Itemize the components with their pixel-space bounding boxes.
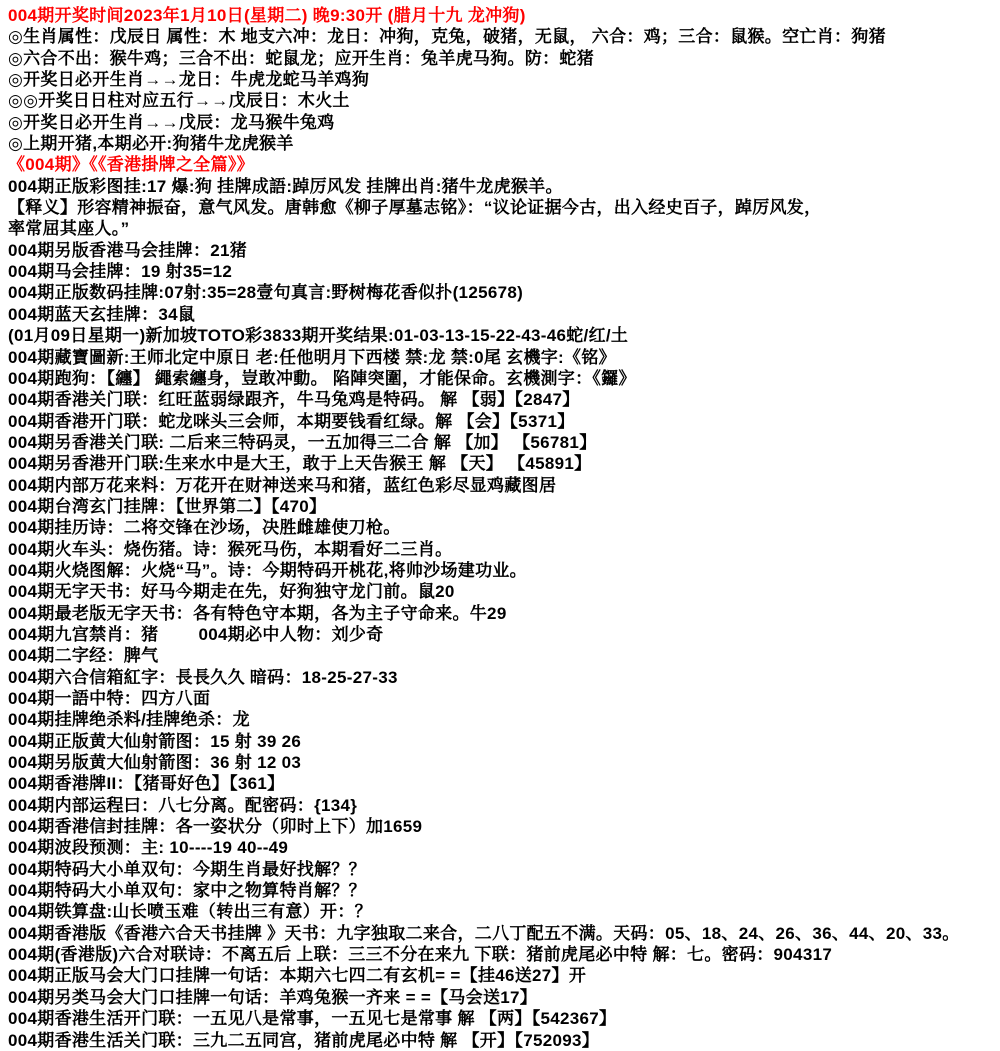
draw-time-header: 004期开奖时间2023年1月10日(星期二) 晚9:30开 (腊月十九 龙冲狗) <box>8 6 526 25</box>
lantianxuan-guapai-line: 004期蓝天玄挂牌：34鼠 <box>8 304 196 324</box>
interpretation-line-2: 率常屈其座人。” <box>8 219 130 239</box>
hk-pai2-line: 004期香港牌II：【猪哥好色】【361】 <box>8 774 285 794</box>
alt-huangdaxian-arrow-line: 004期另版黄大仙射箭图：36 射 12 03 <box>8 753 302 773</box>
hk-closing-couplet-line: 004期香港关门联：红旺蓝弱绿跟齐，牛马兔鸡是特码。 解 【弱】【2847】 <box>8 390 580 410</box>
mahui-gate-guapai-line: 004期正版马会大门口挂牌一句话：本期六七四二有玄机= =【挂46送27】开 <box>8 966 587 986</box>
hk-liuhe-tianshu-line: 004期香港版《香港六合天书挂牌 》天书：九字独取二来合，二八丁配五不满。天码：05、18、24、26、36、44、20、33。 <box>8 923 960 943</box>
hk-envelope-guapai-line: 004期香港信封挂牌：各一姿状分（卯时上下）加1659 <box>8 817 423 837</box>
wuzi-tianshu-line: 004期无字天书：好马今期走在先，好狗独守龙门前。鼠20 <box>8 582 455 602</box>
boduan-forecast-line: 004期波段预测：主: 10----19 40--49 <box>8 838 289 858</box>
paogou-line: 004期跑狗：【纏】 繩索纏身，豈敢冲動。 陷陣突圍，才能保命。玄機測字：《鑼》 <box>8 368 636 388</box>
digital-guapai-line: 004期正版数码挂牌:07射:35=28壹句真言:野树梅花香似扑(125678) <box>8 283 524 303</box>
guapai-juesha-line: 004期挂牌绝杀料/挂牌绝杀：龙 <box>8 710 250 730</box>
singapore-toto-result-line: (01月09日星期一)新加坡TOTO彩3833期开奖结果:01-03-13-15-22-43-46蛇/红/土 <box>8 326 629 346</box>
oldest-wuzi-tianshu-line: 004期最老版无字天书：各有特色守本期，各为主子守命来。牛29 <box>8 603 507 623</box>
erzijing-line: 004期二字经：脾气 <box>8 646 159 666</box>
interpretation-line-1: 【释义】形容精神振奋，意气风发。唐韩愈《柳子厚墓志铭》：“议论证据今古，出入经史百子，踔厉风发， <box>8 198 822 218</box>
alt-hk-opening-couplet-line: 004期另香港开门联:生来水中是大王，敢于上天告猴王 解 【天】 【45891】 <box>8 454 592 474</box>
liuhe-mailbox-line: 004期六合信箱紅字：長長久久 暗码：18-25-27-33 <box>8 667 398 687</box>
huoshao-tujie-line: 004期火烧图解：火烧“马”。诗：今期特码开桃花,将帅沙场建功业。 <box>8 560 527 580</box>
liuhe-not-out-line: ◎六合不出：猴牛鸡；三合不出：蛇鼠龙；应开生肖：兔羊虎马狗。防：蛇猪 <box>8 48 595 68</box>
hk-life-closing-couplet-line: 004期香港生活关门联：三九二五同宫，猪前虎尾必中特 解 【开】【752093】 <box>8 1030 600 1050</box>
alt-hk-jockey-guapai-line: 004期另版香港马会挂牌：21猪 <box>8 240 248 260</box>
huochetou-line: 004期火车头：烧伤猪。诗：猴死马伤，本期看好二三肖。 <box>8 539 453 559</box>
huangdaxian-arrow-line: 004期正版黄大仙射箭图：15 射 39 26 <box>8 731 302 751</box>
must-open-zodiac-wuchen-line: ◎开奖日必开生肖→→戊辰：龙马猴牛兔鸡 <box>8 112 335 132</box>
alt-hk-closing-couplet-line: 004期另香港关门联: 二后来三特码灵，一五加得三二合 解 【加】 【56781】 <box>8 432 597 452</box>
lottery-text-block <box>8 5 998 1051</box>
tema-daxiao-line-2: 004期特码大小单双句：家中之物算特肖解？？ <box>8 881 366 901</box>
yiyu-zhongte-line: 004期一語中特：四方八面 <box>8 689 211 708</box>
hk-opening-couplet-line: 004期香港开门联：蛇龙咪头三会师，本期要钱看红绿。解 【会】【5371】 <box>8 411 575 431</box>
hk-liuhe-couplet-line: 004期(香港版)六合对联诗：不离五后 上联：三三不分在来九 下联：猪前虎尾必中特 解：七。密码：904317 <box>8 945 833 965</box>
tema-daxiao-line-1: 004期特码大小单双句：今期生肖最好找解？？ <box>8 859 366 879</box>
guapai-section-title: 《004期》《《香港掛牌之全篇》》 <box>8 155 254 175</box>
hk-life-opening-couplet-line: 004期香港生活开门联：一五见八是常事，一五见七是常事 解 【两】【542367】 <box>8 1009 617 1029</box>
internal-yuncheng-line: 004期内部运程曰：八七分离。配密码：{134} <box>8 795 358 815</box>
previous-draw-line: ◎上期开猪,本期必开:狗猪牛龙虎猴羊 <box>8 134 294 154</box>
cangbaotu-line: 004期藏寶圖新:王师北定中原日 老:任他明月下西楼 禁:龙 禁:0尾 玄機字:《铭》 <box>8 347 616 367</box>
day-pillar-five-elements-line: ◎◎开奖日日柱对应五行→→戊辰日：木火土 <box>8 91 350 111</box>
zodiac-attributes-line: ◎生肖属性：戊辰日 属性：木 地支六冲：龙日：冲狗，克兔，破猪，无鼠， 六合：鸡；三合：鼠猴。空亡肖：狗猪 <box>8 27 886 47</box>
tiesuanpan-line: 004期铁算盘:山长喷玉难（转出三有意）开：？ <box>8 902 372 922</box>
internal-wanhua-line: 004期内部万花来料：万花开在财神送来马和猪，蓝红色彩尽显鸡藏图居 <box>8 475 557 495</box>
taiwan-xuanmen-guapai-line: 004期台湾玄门挂牌：【世界第二】【470】 <box>8 496 327 516</box>
must-open-zodiac-dragon-line: ◎开奖日必开生肖→→龙日：牛虎龙蛇马羊鸡狗 <box>8 70 370 90</box>
alt-mahui-gate-guapai-line: 004期另类马会大门口挂牌一句话：羊鸡兔猴一齐来 = =【马会送17】 <box>8 987 538 1007</box>
jockey-guapai-line: 004期马会挂牌：19 射35=12 <box>8 262 233 282</box>
caitu-guapai-line: 004期正版彩图挂:17 爆:狗 挂牌成語:踔厉风发 挂牌出肖:猪牛龙虎猴羊。 <box>8 176 563 196</box>
guali-poem-line: 004期挂历诗：二将交锋在沙场，决胜雌雄使刀枪。 <box>8 518 401 538</box>
jiugong-jinxiao-line: 004期九宫禁肖：猪 004期必中人物：刘少奇 <box>8 624 384 644</box>
